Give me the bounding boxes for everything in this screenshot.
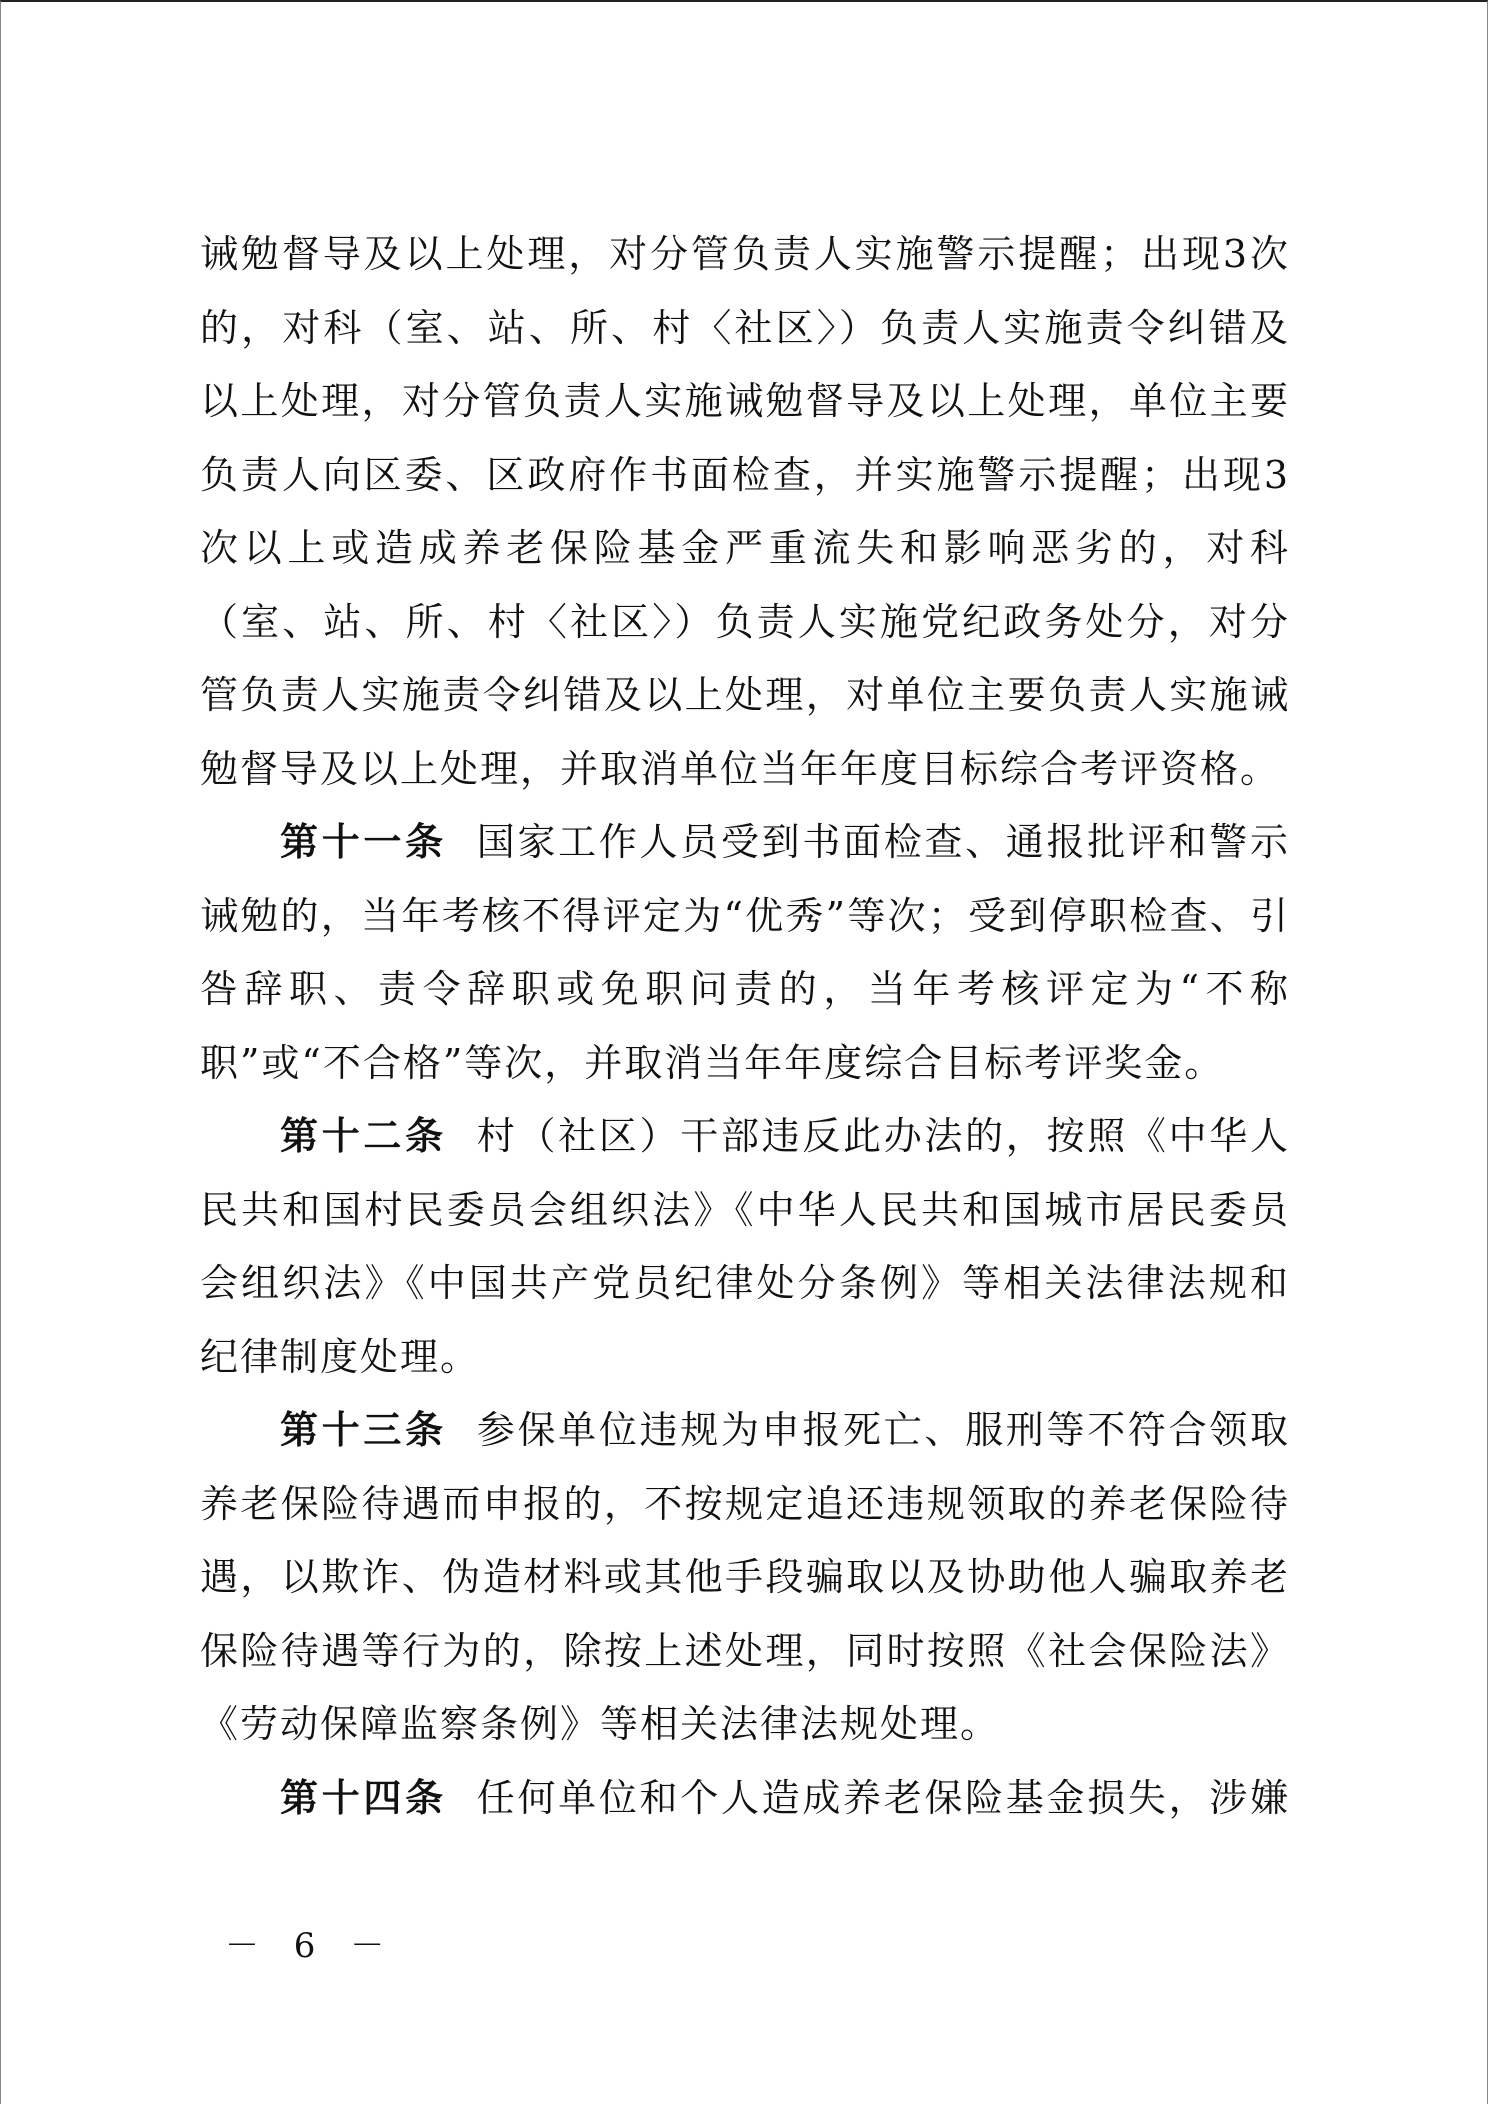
article-14 xyxy=(200,1762,1290,1836)
article-13-heading: 第十三条 xyxy=(280,1408,447,1452)
article-11-text: 国家工作人员受到书面检查、通报批评和警示诫勉的，当年考核不得评定为“优秀”等次；受到停职检查、引咎辞职、责令辞职或免职问责的，当年考核评定为“不称职”或“不合格”等次，并取消当年年度综合目标考评奖金。 xyxy=(200,820,1290,1085)
article-12 xyxy=(200,1100,1290,1394)
continuation-paragraph xyxy=(200,218,1290,806)
article-12-heading: 第十二条 xyxy=(280,1114,447,1158)
document-body xyxy=(200,218,1290,1835)
page-number: － 6 － xyxy=(225,1926,397,1966)
article-13-text: 参保单位违规为申报死亡、服刑等不符合领取养老保险待遇而申报的，不按规定追还违规领取的养老保险待遇，以欺诈、伪造材料或其他手段骗取以及协助他人骗取养老保险待遇等行为的，除按上述处理，同时按照《社会保险法》《劳动保障监察条例》等相关法律法规处理。 xyxy=(200,1408,1290,1746)
article-11-heading: 第十一条 xyxy=(280,820,447,864)
continuation-text: 诫勉督导及以上处理，对分管负责人实施警示提醒；出现3次的，对科（室、站、所、村〈社区〉）负责人实施责令纠错及以上处理，对分管负责人实施诫勉督导及以上处理，单位主要负责人向区委、区政府作书面检查，并实施警示提醒；出现3次以上或造成养老保险基金严重流失和影响恶劣的，对科（室、站、所、村〈社区〉）负责人实施党纪政务处分，对分管负责人实施责令纠错及以上处理，对单位主要负责人实施诫勉督导及以上处理，并取消单位当年年度目标综合考评资格。 xyxy=(200,232,1290,791)
article-14-text: 任何单位和个人造成养老保险基金损失，涉嫌 xyxy=(476,1775,1290,1820)
article-14-heading: 第十四条 xyxy=(280,1775,447,1820)
article-13 xyxy=(200,1394,1290,1762)
article-12-text: 村（社区）干部违反此办法的，按照《中华人民共和国村民委员会组织法》《中华人民共和国城市居民委员会组织法》《中国共产党员纪律处分条例》等相关法律法规和纪律制度处理。 xyxy=(200,1114,1290,1379)
article-11 xyxy=(200,806,1290,1100)
